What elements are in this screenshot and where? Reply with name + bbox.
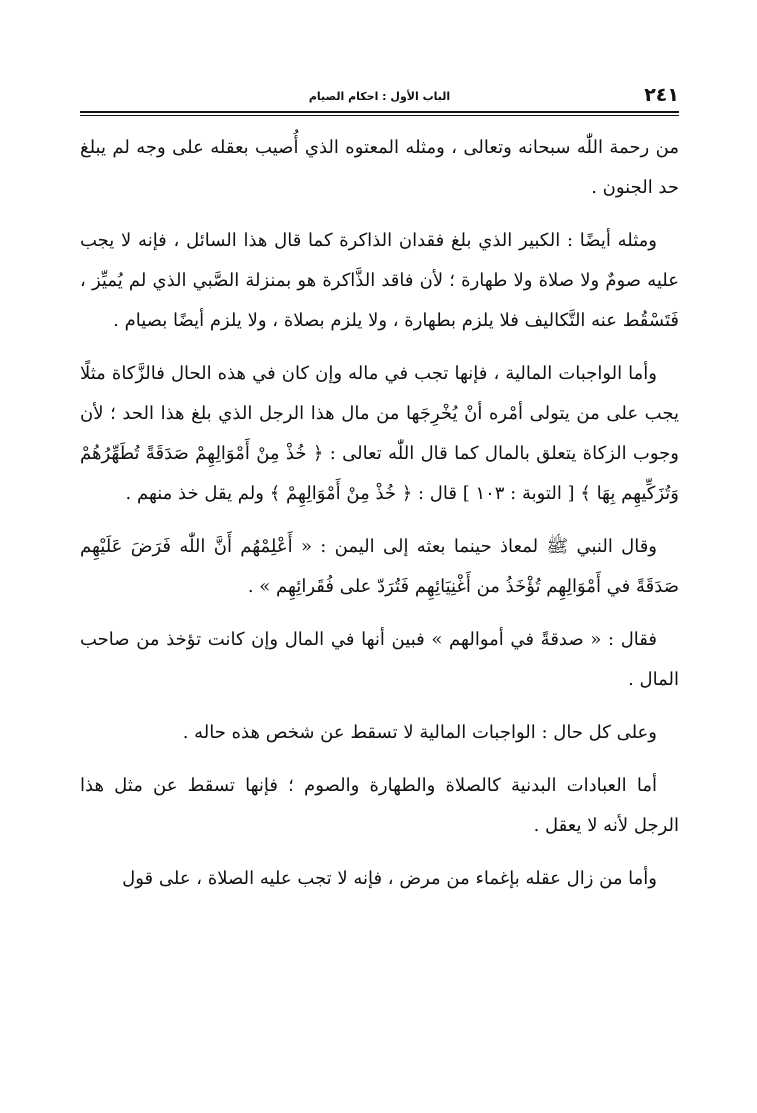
paragraph: وأما الواجبات المالية ، فإنها تجب في ماله وإن كان في هذه الحال فالزَّكاة مثلًا يجب على من يتولى أمْره أنْ يُخْرِجَها من مال هذا الرجل الذي بلغ هذا الحد ؛ لأن وجوب الزكاة يتعلق بالمال كما قال اللّٰه تعالى : ﴿ خُذْ مِنْ أَمْوَالِهِمْ صَدَقَةً تُطَهِّرُهُمْ وَتُزَكِّيهِم بِهَا ﴾ [ التوبة : ١٠٣ ] قال : ﴿ خُذْ مِنْ أَمْوَالِهِمْ ﴾ ولم يقل خذ منهم . <box>80 363 679 504</box>
paragraph: أما العبادات البدنية كالصلاة والطهارة والصوم ؛ فإنها تسقط عن مثل هذا الرجل لأنه لا يعقل . <box>80 775 679 836</box>
paragraph: فقال : « صدقةً في أموالهم » فبين أنها في المال وإن كانت تؤخذ من صاحب المال . <box>80 629 679 690</box>
header-rule-thin <box>80 115 679 116</box>
paragraph: وأما من زال عقله بإغماء من مرض ، فإنه لا تجب عليه الصلاة ، على قول <box>122 868 657 889</box>
paragraph: ومثله أيضًا : الكبير الذي بلغ فقدان الذاكرة كما قال هذا السائل ، فإنه لا يجب عليه صومٌ ولا صلاة ولا طهارة ؛ لأن فاقد الذَّاكرة هو بمنزلة الصَّبي الذي لم يُميِّز ، فَتَسْقُط عنه التَّكاليف فلا يلزم بطهارة ، ولا يلزم بصلاة ، ولا يلزم أيضًا بصيام . <box>80 230 679 331</box>
page-number: ٢٤١ <box>644 84 679 106</box>
paragraph: من رحمة اللّٰه سبحانه وتعالى ، ومثله المعتوه الذي أُصيب بعقله على وجه لم يبلغ حد الجنون . <box>80 137 679 198</box>
paragraph: وقال النبي ﷺ لمعاذ حينما بعثه إلى اليمن : « أَعْلِمْهُم أَنَّ اللّٰه فَرَضَ عَلَيْهِم صَدَقَةً في أَمْوَالِهِم تُؤْخَذُ من أَغْنِيَائِهِم فَتُرَدّ على فُقَرائِهِم » . <box>80 536 679 597</box>
running-head: الباب الأول : احكام الصيام <box>308 90 451 103</box>
paragraph: وعلى كل حال : الواجبات المالية لا تسقط عن شخص هذه حاله . <box>182 722 657 743</box>
page-header <box>80 78 679 114</box>
header-rule-thick <box>80 111 679 113</box>
body-text <box>80 128 679 912</box>
